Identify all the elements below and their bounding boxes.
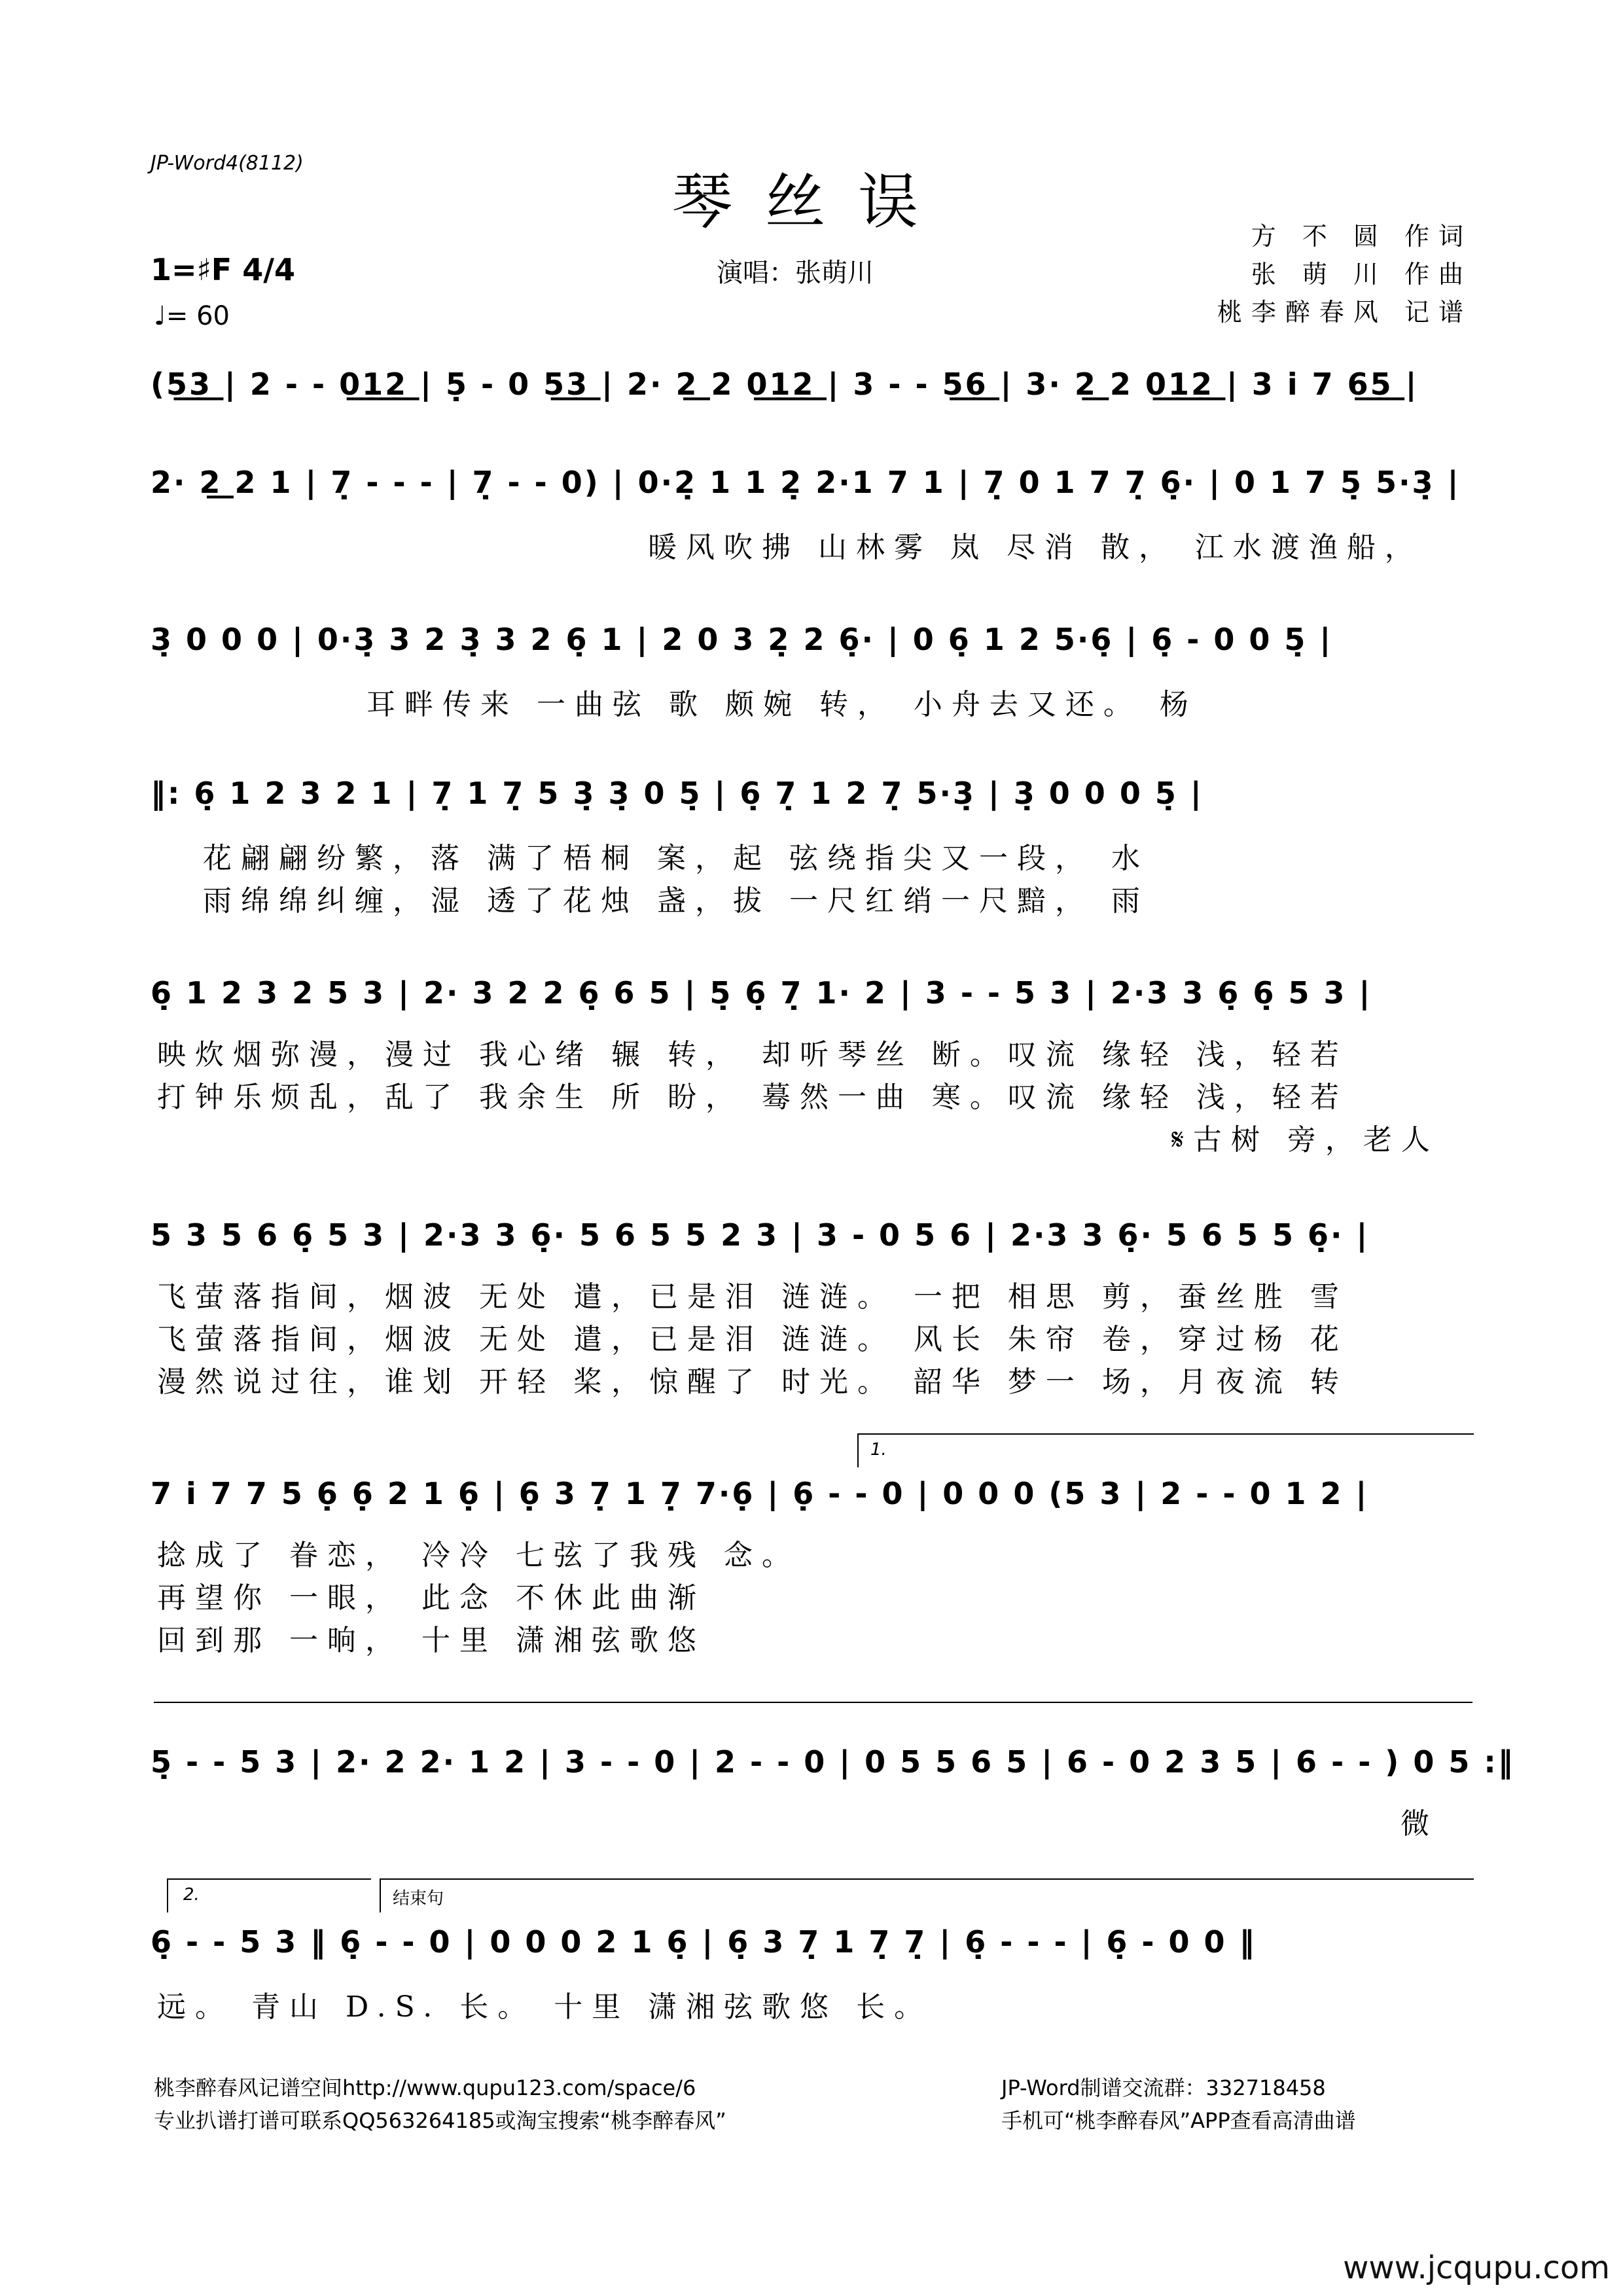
- footer-left-2: 专业扒谱打谱可联系QQ563264185或淘宝搜索“桃李醉春风”: [154, 2108, 726, 2133]
- tempo-marking: ♩= 60: [154, 301, 230, 331]
- lyric-line-6c: 漫然说过往，谁划 开轻 桨，惊醒了 时光。 韶华 梦一 场，月夜流 转: [157, 1365, 1348, 1399]
- lyric-line-4b: 雨绵绵纠缠，湿 透了花烛 盏，拔 一尺红绡一尺黯， 雨: [203, 884, 1149, 918]
- footer-left-1: 桃李醉春风记谱空间http://www.qupu123.com/space/6: [154, 2075, 696, 2100]
- score-line-9: 6̣ - - 5 3 ‖ 6̣ - - 0 | 0 0 0 2 1 6̣ | 6̣ 3 7̣ 1 7̣ 7̣ | 6̣ - - - | 6̣ - 0 0 ‖: [151, 1924, 1257, 1960]
- generator-label: JP-Word4(8112): [151, 152, 304, 175]
- score-line-7: 7 i̇ 7 7 5 6̣ 6̣ 2 1 6̣ | 6̣ 3 7̣ 1 7̣ 7·6̣ | 6̣ - - 0 | 0 0 0 (5 3 | 2 - - 0 1 2 |: [151, 1476, 1369, 1511]
- score-line-1: (5͟3͟ | 2 - - 0͟1͟2͟ | 5̣ - 0 5͟3͟ | 2· 2͟ 2 0͟1͟2͟ | 3 - - 5͟6͟ | 3· 2͟ 2 0͟1͟2͟ | 3 i̇ 7 6͟5͟ |: [151, 367, 1419, 402]
- score-line-5: 6̣ 1 2 3 2 5 3 | 2· 3 2 2 6̣ 6 5 | 5̣ 6̣ 7̣ 1· 2 | 3 - - 5 3 | 2·3 3 6̣ 6̣ 5 3 |: [151, 975, 1372, 1011]
- lyric-line-2: 暖风吹拂 山林雾 岚 尽消 散， 江水渡渔船，: [648, 531, 1423, 564]
- footer-right-2: 手机可“桃李醉春风”APP查看高清曲谱: [1001, 2108, 1356, 2133]
- composer-credit: 张 萌 川 作曲: [1251, 260, 1472, 289]
- key-signature: 1=♯F 4/4: [151, 252, 296, 287]
- score-line-6: 5 3 5 6 6̣ 5 3 | 2·3 3 6̣· 5 6 5 5 2 3 | 3 - 0 5 6 | 2·3 3 6̣· 5 6 5 5 6̣· |: [151, 1217, 1370, 1253]
- coda-bracket: [380, 1878, 1474, 1912]
- coda-label: 结束句: [393, 1889, 444, 1909]
- score-line-3: 3̣ 0 0 0 | 0·3̣ 3 2 3̣ 3 2 6̣ 1 | 2 0 3 2̣ 2 6̣· | 0 6̣ 1 2 5·6̣ | 6̣ - 0 0 5̣ |: [151, 622, 1333, 657]
- singer-credit: 演唱：张萌川: [717, 258, 874, 288]
- lyric-line-9: 远。 青山 D.S. 长。 十里 潇湘弦歌悠 长。: [157, 1990, 933, 2024]
- lyric-line-8: 微: [1400, 1807, 1438, 1840]
- lyric-line-5b: 打钟乐烦乱，乱了 我余生 所 盼， 蓦然一曲 寒。叹流 缘轻 浅，轻若: [157, 1081, 1348, 1114]
- lyric-line-5c: 𝄋古树 旁，老人: [1171, 1123, 1439, 1157]
- lyric-line-7b: 再望你 一眼， 此念 不休此曲渐: [157, 1581, 705, 1615]
- transcriber-credit: 桃李醉春风 记谱: [1217, 298, 1472, 327]
- score-line-2: 2· 2͟ 2 1 | 7̣ - - - | 7̣ - - 0) | 0·2̣ 1 1 2̣ 2·1 7 1 | 7̣ 0 1 7 7̣ 6̣· | 0 1 7 5̣ 5·3̣ |: [151, 465, 1461, 500]
- lyric-line-5a: 映炊烟弥漫，漫过 我心绪 辗 转， 却听琴丝 断。叹流 缘轻 浅，轻若: [157, 1038, 1348, 1071]
- site-watermark: www.jcqupu.com: [1343, 2250, 1610, 2286]
- lyric-line-3: 耳畔传来 一曲弦 歌 颇婉 转， 小舟去又还。 杨: [366, 688, 1198, 721]
- lyric-line-7a: 捻成了 眷恋， 冷冷 七弦了我残 念。: [157, 1539, 800, 1572]
- score-line-8: 5̣ - - 5 3 | 2· 2 2· 1 2 | 3 - - 0 | 2 - - 0 | 0 5 5 6 5 | 6 - 0 2 3 5 | 6 - - ) 0 5 :‖: [151, 1744, 1515, 1780]
- lyricist-credit: 方 不 圆 作词: [1251, 222, 1472, 251]
- lyric-line-7c: 回到那 一晌， 十里 潇湘弦歌悠: [157, 1624, 705, 1657]
- lyric-line-4a: 花翩翩纷繁，落 满了梧桐 案，起 弦绕指尖又一段， 水: [203, 842, 1149, 875]
- song-title: 琴丝误: [671, 167, 951, 237]
- first-ending-bracket: [857, 1433, 1474, 1467]
- lyric-line-6a: 飞萤落指间，烟波 无处 遣，已是泪 涟涟。 一把 相思 剪，蚕丝胜 雪: [157, 1280, 1348, 1314]
- second-ending-label: 2.: [183, 1885, 200, 1905]
- footer-right-1: JP-Word制谱交流群：332718458: [1001, 2075, 1326, 2100]
- score-line-4: ‖: 6̣ 1 2 3 2 1 | 7̣ 1 7̣ 5 3̣ 3̣ 0 5̣ | 6̣ 7̣ 1 2 7̣ 5·3̣ | 3̣ 0 0 0 5̣ |: [151, 776, 1204, 811]
- lyric-line-6b: 飞萤落指间，烟波 无处 遣，已是泪 涟涟。 风长 朱帘 卷，穿过杨 花: [157, 1323, 1348, 1356]
- first-ending-label: 1.: [870, 1440, 887, 1460]
- system-divider: [154, 1702, 1472, 1704]
